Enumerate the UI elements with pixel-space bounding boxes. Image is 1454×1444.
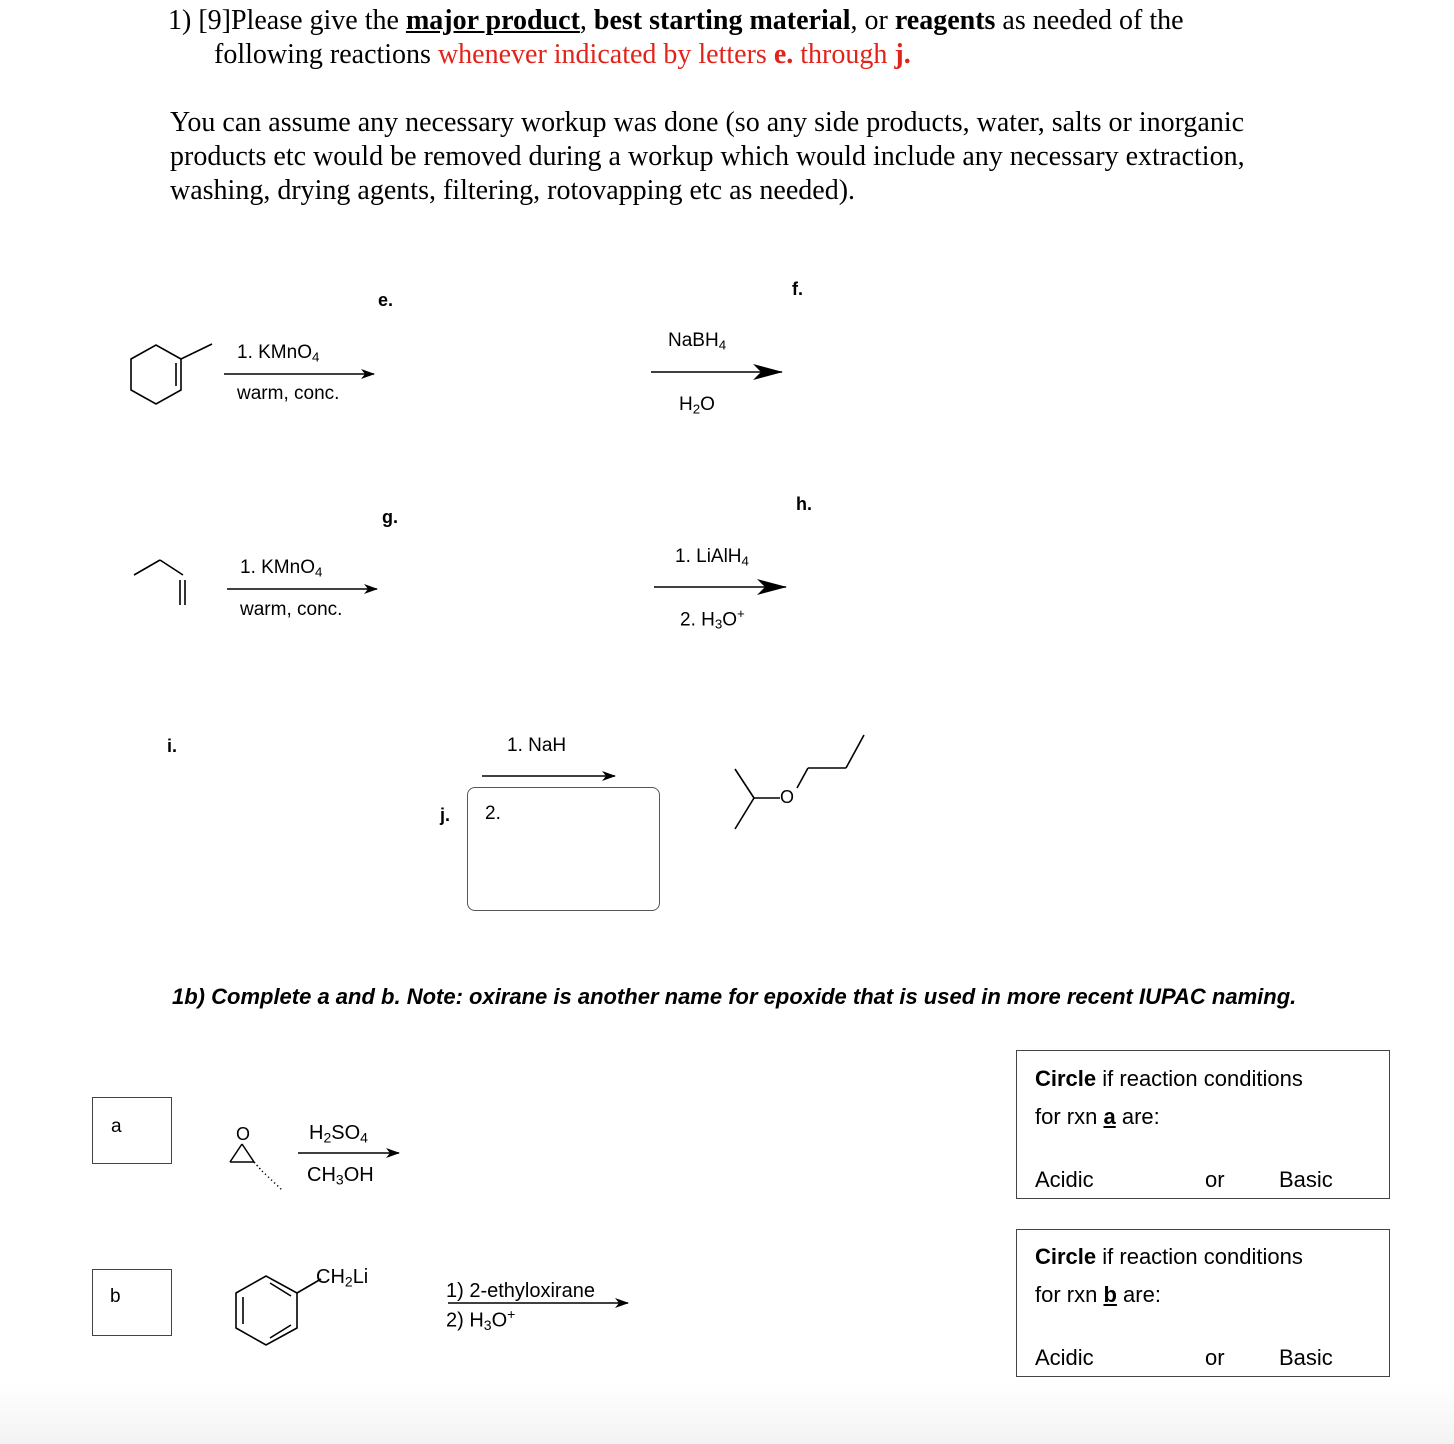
reagent-g-sub: 4	[314, 564, 323, 580]
answer-box-j[interactable]	[467, 787, 660, 911]
label-a: a	[111, 1116, 122, 1137]
rxn-letter-b: b	[1103, 1282, 1117, 1307]
reagent-g-conditions: warm, conc.	[240, 599, 343, 620]
question-needed: as needed of the	[995, 5, 1184, 36]
question-comma: ,	[579, 5, 594, 36]
benzyl-li: Li	[352, 1266, 369, 1288]
for-rxn-b	[1035, 1282, 1161, 1308]
reagent-f-water	[679, 394, 715, 416]
reagent-g-o: O	[300, 557, 315, 578]
benzyllithium-label	[316, 1266, 368, 1290]
or-text-a: or	[1205, 1167, 1225, 1192]
reagent-i-nah: 1. NaH	[507, 735, 567, 756]
reagent-b-h-sub: 3	[483, 1317, 492, 1334]
question-points: [9]	[198, 5, 231, 36]
reagent-b-plus: +	[507, 1306, 516, 1322]
circle-word-b: Circle	[1035, 1244, 1097, 1269]
circle-rest-a: if reaction conditions	[1096, 1066, 1303, 1091]
reagent-h-sub: 4	[741, 553, 749, 569]
reagent-f-nabh: NaBH	[668, 330, 719, 351]
label-j: j.	[440, 805, 451, 825]
reagent-a-ch-sub: 3	[335, 1171, 344, 1188]
circle-rest-b: if reaction conditions	[1096, 1244, 1303, 1269]
benzyl-ch: CH	[316, 1266, 345, 1288]
option-basic-a[interactable]: Basic	[1279, 1167, 1333, 1192]
reagent-a-h2so4	[309, 1122, 368, 1146]
reagent-a-h: H	[309, 1122, 324, 1144]
reagent-h-step1	[675, 546, 749, 568]
for-rxn-a	[1035, 1104, 1160, 1130]
label-f: f.	[792, 279, 803, 299]
or-text-b: or	[1205, 1345, 1225, 1370]
question-intro: Please give the	[230, 5, 406, 36]
reagent-e-kmn: 1. KMn	[237, 342, 298, 363]
reagent-f-h-sub: 2	[692, 401, 701, 417]
reagent-g-kmn: 1. KMn	[240, 557, 301, 578]
circle-instruction-a	[1035, 1066, 1303, 1092]
reagent-b-step1: 1) 2-ethyloxirane	[446, 1280, 595, 1302]
reagent-g-step1	[240, 557, 322, 579]
reagent-a-ch: CH	[307, 1164, 336, 1186]
butene-structure	[134, 560, 185, 605]
reagent-f-sub: 4	[718, 337, 727, 353]
label-e: e.	[378, 290, 394, 310]
option-basic-b[interactable]: Basic	[1279, 1345, 1333, 1370]
label-i: i.	[167, 736, 178, 756]
question-letter-j: j.	[894, 39, 911, 70]
answer-box-a[interactable]	[92, 1097, 172, 1164]
question-through: through	[793, 39, 895, 70]
circle-word-a: Circle	[1035, 1066, 1097, 1091]
benzyl-sub: 2	[344, 1273, 353, 1290]
part-b-header: 1b) Complete a and b. Note: oxirane is another name for epoxide that is used in more recent IUPAC naming.	[172, 984, 1297, 1009]
epoxide-oxygen-label: O	[236, 1124, 251, 1144]
reagent-h-step2	[680, 606, 745, 632]
workup-line-1: You can assume any necessary workup was done (so any side products, water, salts or inorganic	[170, 107, 1245, 138]
reagent-f-nabh4	[668, 330, 726, 352]
reagent-e-conditions: warm, conc.	[237, 383, 340, 404]
reagent-a-so: SO	[331, 1122, 361, 1144]
question-line2-red: whenever indicated by letters	[437, 39, 774, 70]
are-text-a: are:	[1115, 1104, 1160, 1129]
benzyllithium-structure	[236, 1276, 321, 1345]
reagent-j-step2: 2.	[485, 803, 501, 824]
reagent-e-sub: 4	[311, 349, 320, 365]
reagent-b-h: 2) H	[446, 1309, 484, 1332]
methylcyclohexene-structure	[131, 344, 212, 404]
reagent-f-h: H	[679, 394, 693, 415]
ether-oxygen-label: O	[780, 787, 795, 807]
reagent-f-o: O	[700, 394, 715, 415]
reagent-a-methanol	[307, 1164, 374, 1188]
rxn-letter-a: a	[1103, 1104, 1116, 1129]
major-product-term: major product	[405, 5, 580, 36]
page-bottom-shadow	[0, 1384, 1454, 1444]
question-or: , or	[850, 5, 895, 36]
reagent-e-o: O	[297, 342, 312, 363]
for-rxn-text-a: for rxn	[1035, 1104, 1104, 1129]
reagent-h-o: O	[722, 609, 738, 631]
label-g: g.	[382, 507, 398, 527]
reagent-h-plus: +	[737, 606, 745, 621]
reagent-h-h-sub: 3	[714, 616, 723, 632]
option-acidic-b[interactable]: Acidic	[1035, 1345, 1094, 1370]
question-letter-e: e.	[773, 39, 794, 70]
workup-line-2: products etc would be removed during a workup which would include any necessary extraction,	[170, 141, 1245, 172]
reagents-term: reagents	[894, 5, 996, 36]
reagent-e-step1	[237, 342, 319, 364]
question-number: 1)	[168, 5, 192, 36]
for-rxn-text-b: for rxn	[1035, 1282, 1104, 1307]
label-b: b	[110, 1286, 121, 1307]
epoxide-structure	[230, 1144, 282, 1190]
reagent-a-h-sub: 2	[323, 1129, 332, 1146]
reagent-b-o: O	[491, 1309, 508, 1332]
answer-box-b[interactable]	[92, 1269, 172, 1336]
best-starting-term: best starting material	[593, 5, 851, 36]
question-line2-text: following reactions	[214, 39, 438, 70]
label-h: h.	[796, 494, 812, 514]
reagent-h-lialh: 1. LiAlH	[675, 546, 742, 567]
reagent-a-so-sub: 4	[360, 1129, 368, 1146]
are-text-b: are:	[1116, 1282, 1161, 1307]
reagent-h-h: 2. H	[680, 609, 715, 631]
option-acidic-a[interactable]: Acidic	[1035, 1167, 1094, 1192]
circle-instruction-b	[1035, 1244, 1303, 1270]
workup-line-3: washing, drying agents, filtering, rotovapping etc as needed).	[170, 175, 856, 206]
reagent-b-step2	[446, 1306, 515, 1333]
reagent-a-oh: OH	[343, 1164, 374, 1186]
ether-product-structure	[735, 735, 864, 829]
